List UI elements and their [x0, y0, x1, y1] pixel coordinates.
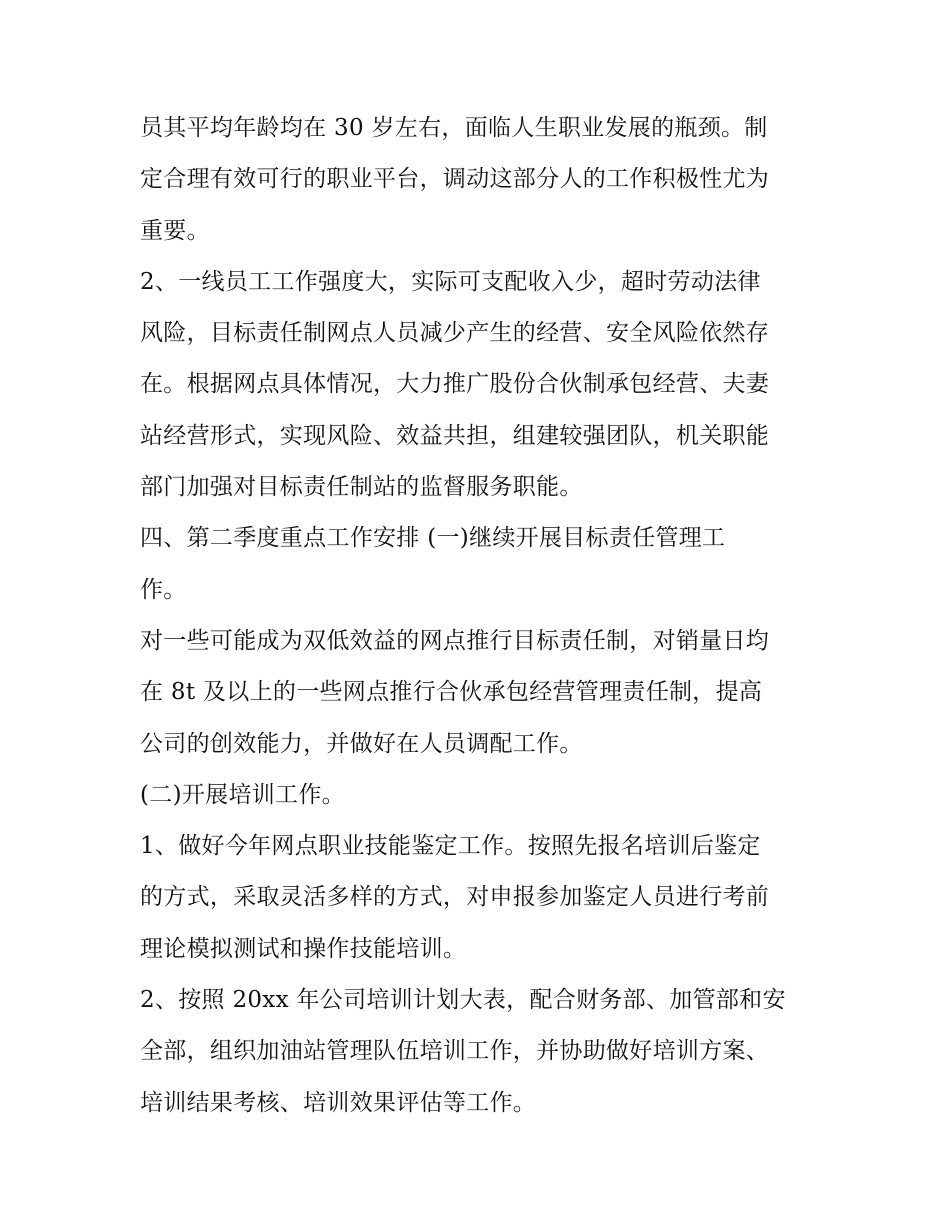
text-line: 公司的创效能力，并做好在人员调配工作。	[140, 730, 583, 757]
text-line: 在。根据网点具体情况，大力推广股份合伙制承包经营、夫妻	[140, 371, 770, 398]
text-line: 2、按照 20xx 年公司培训计划大表，配合财务部、加管部和安	[140, 987, 786, 1014]
text-line: 的方式，采取灵活多样的方式，对申报参加鉴定人员进行考前	[140, 884, 770, 911]
text-line: 作。	[140, 576, 187, 603]
text-line: 1、做好今年网点职业技能鉴定工作。按照先报名培训后鉴定	[140, 833, 761, 860]
text-line: 风险，目标责任制网点人员减少产生的经营、安全风险依然存	[140, 320, 770, 347]
document-body	[140, 103, 820, 1129]
text-line: 部门加强对目标责任制站的监督服务职能。	[140, 474, 583, 501]
subsection-heading: (二)开展培训工作。	[140, 781, 345, 808]
text-line: 重要。	[140, 217, 210, 244]
text-line: 2、一线员工工作强度大，实际可支配收入少，超时劳动法律	[140, 268, 761, 295]
text-line: 定合理有效可行的职业平台，调动这部分人的工作积极性尤为	[140, 166, 770, 193]
text-line: 全部，组织加油站管理队伍培训工作，并协助做好培训方案、	[140, 1038, 770, 1065]
text-line: 在 8t 及以上的一些网点推行合伙承包经营管理责任制，提高	[140, 679, 763, 706]
section-heading: 四、第二季度重点工作安排 (一)继续开展目标责任管理工	[140, 525, 726, 552]
text-line: 员其平均年龄均在 30 岁左右，面临人生职业发展的瓶颈。制	[140, 115, 768, 141]
text-line: 站经营形式，实现风险、效益共担，组建较强团队，机关职能	[140, 422, 770, 449]
text-line: 对一些可能成为双低效益的网点推行目标责任制，对销量日均	[140, 627, 770, 654]
text-line: 培训结果考核、培训效果评估等工作。	[140, 1089, 537, 1116]
text-line: 理论模拟测试和操作技能培训。	[140, 935, 467, 962]
